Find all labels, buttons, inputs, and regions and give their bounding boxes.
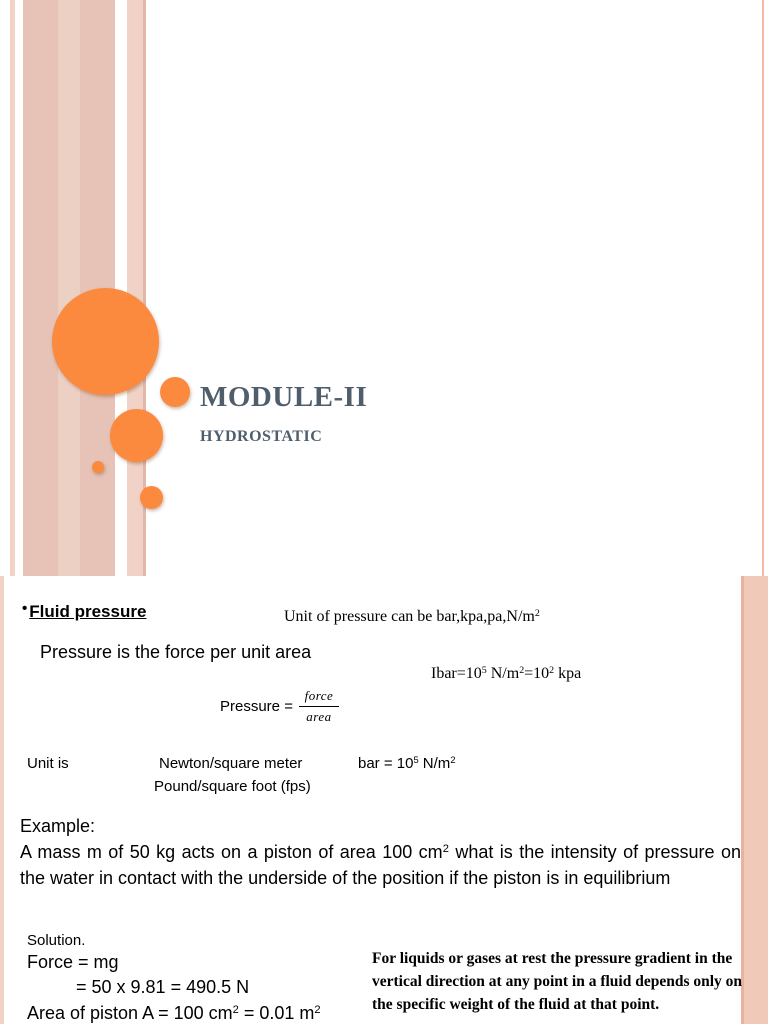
pressure-definition: Pressure is the force per unit area [40, 642, 312, 662]
formula-numerator: force [304, 688, 334, 703]
bullet-icon: • [22, 600, 28, 617]
si-unit: Newton/square meter [159, 755, 303, 772]
solution-line: = 50 x 9.81 = 490.5 N [76, 977, 250, 997]
pressure-gradient-note: For liquids or gases at rest the pressure gradient in the vertical direction at any point in a fluid depends only on the specific weight of the fluid at that point. [372, 950, 743, 1013]
bar-conversion: $Ibar=10^5$ $N/m^2=10^2$ kpa [431, 664, 582, 682]
solution-heading: Solution. [27, 932, 86, 949]
solution-line: Area of piston A = 100 $cm^2 = 0.01$ $m^2$ [27, 1003, 321, 1023]
left-border-band [0, 576, 4, 1024]
decorative-band [115, 0, 127, 576]
decorative-circle-small [160, 377, 190, 407]
example-heading: Example: [20, 816, 96, 836]
decorative-circle-tiny [92, 461, 104, 473]
decorative-circle-small [140, 486, 163, 509]
formula-label: Pressure = [220, 698, 293, 715]
content-slide [0, 576, 768, 1024]
decorative-circle-medium [110, 409, 163, 462]
fps-unit: Pound/square foot (fps) [154, 778, 311, 795]
right-border-band [744, 576, 768, 1024]
example-text: A mass m of 50 kg acts on a piston of area 100 $cm^2$ what is the intensity of pressure on the water in contact with the underside of the position if the piston is in equilibrium [20, 842, 741, 888]
formula-fraction [299, 688, 339, 725]
section-heading: • Fluid pressure [22, 600, 147, 621]
formula-denominator: area [306, 709, 332, 724]
bar-unit: bar = $10^5$ $N/m^2$ [358, 754, 456, 772]
decorative-band [127, 0, 143, 576]
slide-subtitle: HYDROSTATIC [200, 428, 323, 445]
pressure-formula [220, 688, 339, 725]
slide-title: MODULE-II [200, 381, 368, 413]
decorative-band [15, 0, 23, 576]
decorative-circle-large [52, 288, 159, 395]
decorative-band [58, 0, 80, 576]
pressure-units-line: Unit of pressure can be $bar,kpa,pa,N/m^2$ [284, 607, 540, 625]
solution-line: Force = mg [27, 952, 119, 972]
right-border-line [762, 0, 764, 576]
unit-label: Unit is [27, 755, 69, 772]
